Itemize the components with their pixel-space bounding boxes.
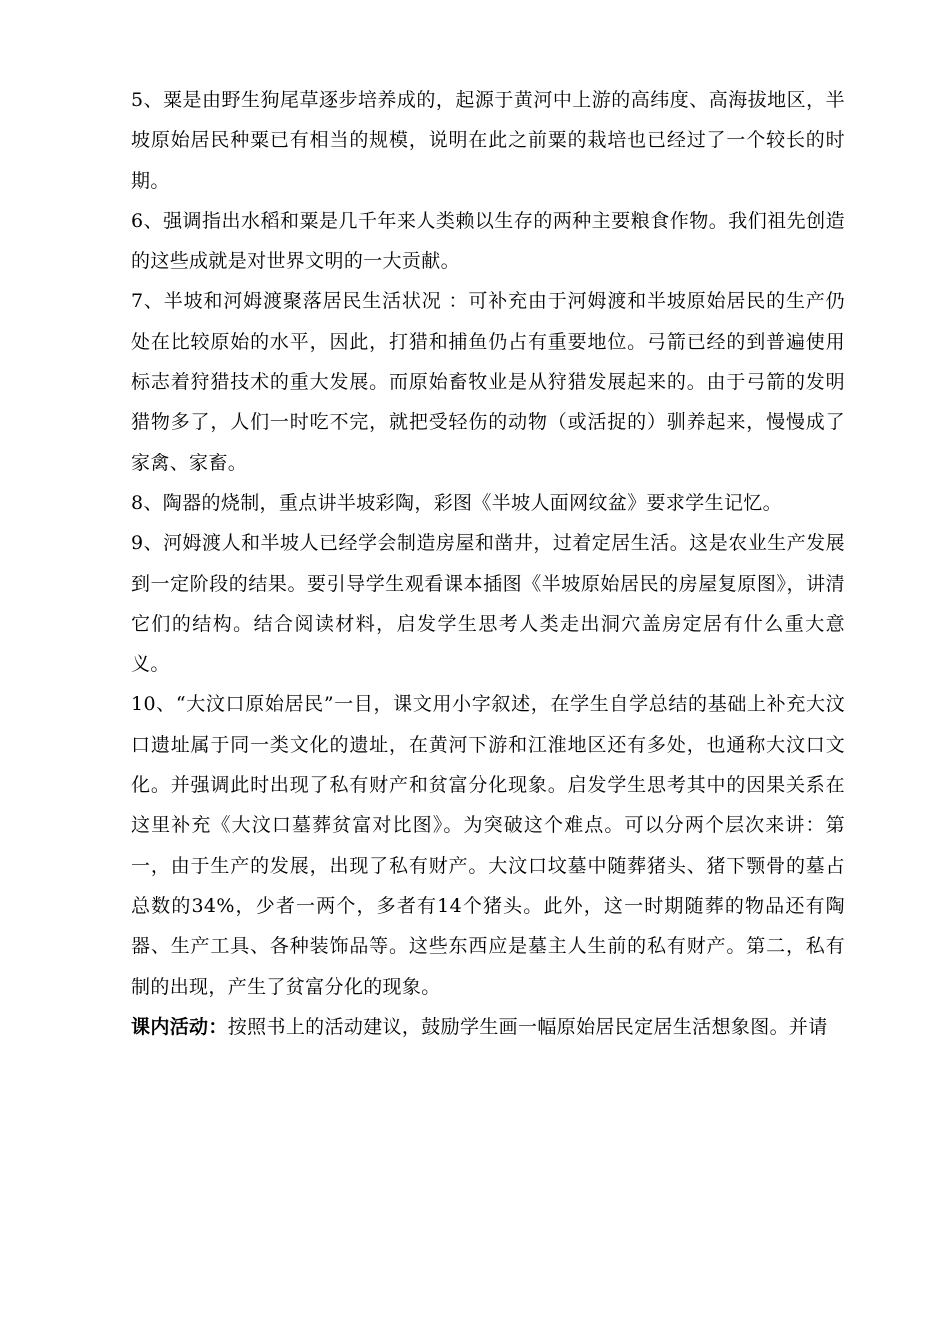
paragraph-8-pottery: 8、陶器的烧制，重点讲半坡彩陶，彩图《半坡人面网纹盆》要求学生记忆。 [131, 491, 782, 514]
paragraph-9-houses-wells: 9、河姆渡人和半坡人已经学会制造房屋和凿井，过着定居生活。这是农业生产发展到一定阶段的结果。要引导学生观看课本插图《半坡原始居民的房屋复原图》，讲清它们的结构。结合阅读材料，启发学生思考人类走出洞穴盖房定居有什么重大意义。 [131, 532, 845, 676]
class-activity-label: 课内活动： [131, 1015, 228, 1038]
paragraph-class-activity [131, 1007, 845, 1047]
paragraph-7-living-conditions: 7、半坡和河姆渡聚落居民生活状况 ：可补充由于河姆渡和半坡原始居民的生产仍处在比较原始的水平，因此，打猎和捕鱼仍占有重要地位。弓箭已经的到普遍使用标志着狩猎技术的重大发展。而原始畜牧业是从狩猎发展起来的。由于弓箭的发明猎物多了，人们一时吃不完，就把受轻伤的动物（或活捉的）驯养起来，慢慢成了家禽、家畜。 [131, 290, 845, 474]
class-activity-text: 按照书上的活动建议，鼓励学生画一幅原始居民定居生活想象图。并请 [227, 1015, 828, 1038]
paragraph-10-dawenkou: 10、“大汶口原始居民”一目，课文用小字叙述，在学生自学总结的基础上补充大汶口遗址属于同一类文化的遗址，在黄河下游和江淮地区还有多处，也通称大汶口文化。并强调此时出现了私有财产和贫富分化现象。启发学生思考其中的因果关系在这里补充《大汶口墓葬贫富对比图》。为突破这个难点。可以分两个层次来讲：第一，由于生产的发展，出现了私有财产。大汶口坟墓中随葬猪头、猪下颚骨的墓占总数的34%，少者一两个，多者有14个猪头。此外，这一时期随葬的物品还有陶器、生产工具、各种装饰品等。这些东西应是墓主人生前的私有财产。第二，私有制的出现，产生了贫富分化的现象。 [131, 693, 845, 998]
paragraph-5-millet: 5、粟是由野生狗尾草逐步培养成的，起源于黄河中上游的高纬度、高海拔地区，半坡原始居民种粟已有相当的规模，说明在此之前粟的栽培也已经过了一个较长的时期。 [131, 89, 845, 192]
document-body [131, 80, 845, 1047]
paragraph-6-rice-millet: 6、强调指出水稻和粟是几千年来人类赖以生存的两种主要粮食作物。我们祖先创造的这些成就是对世界文明的一大贡献。 [131, 209, 845, 273]
